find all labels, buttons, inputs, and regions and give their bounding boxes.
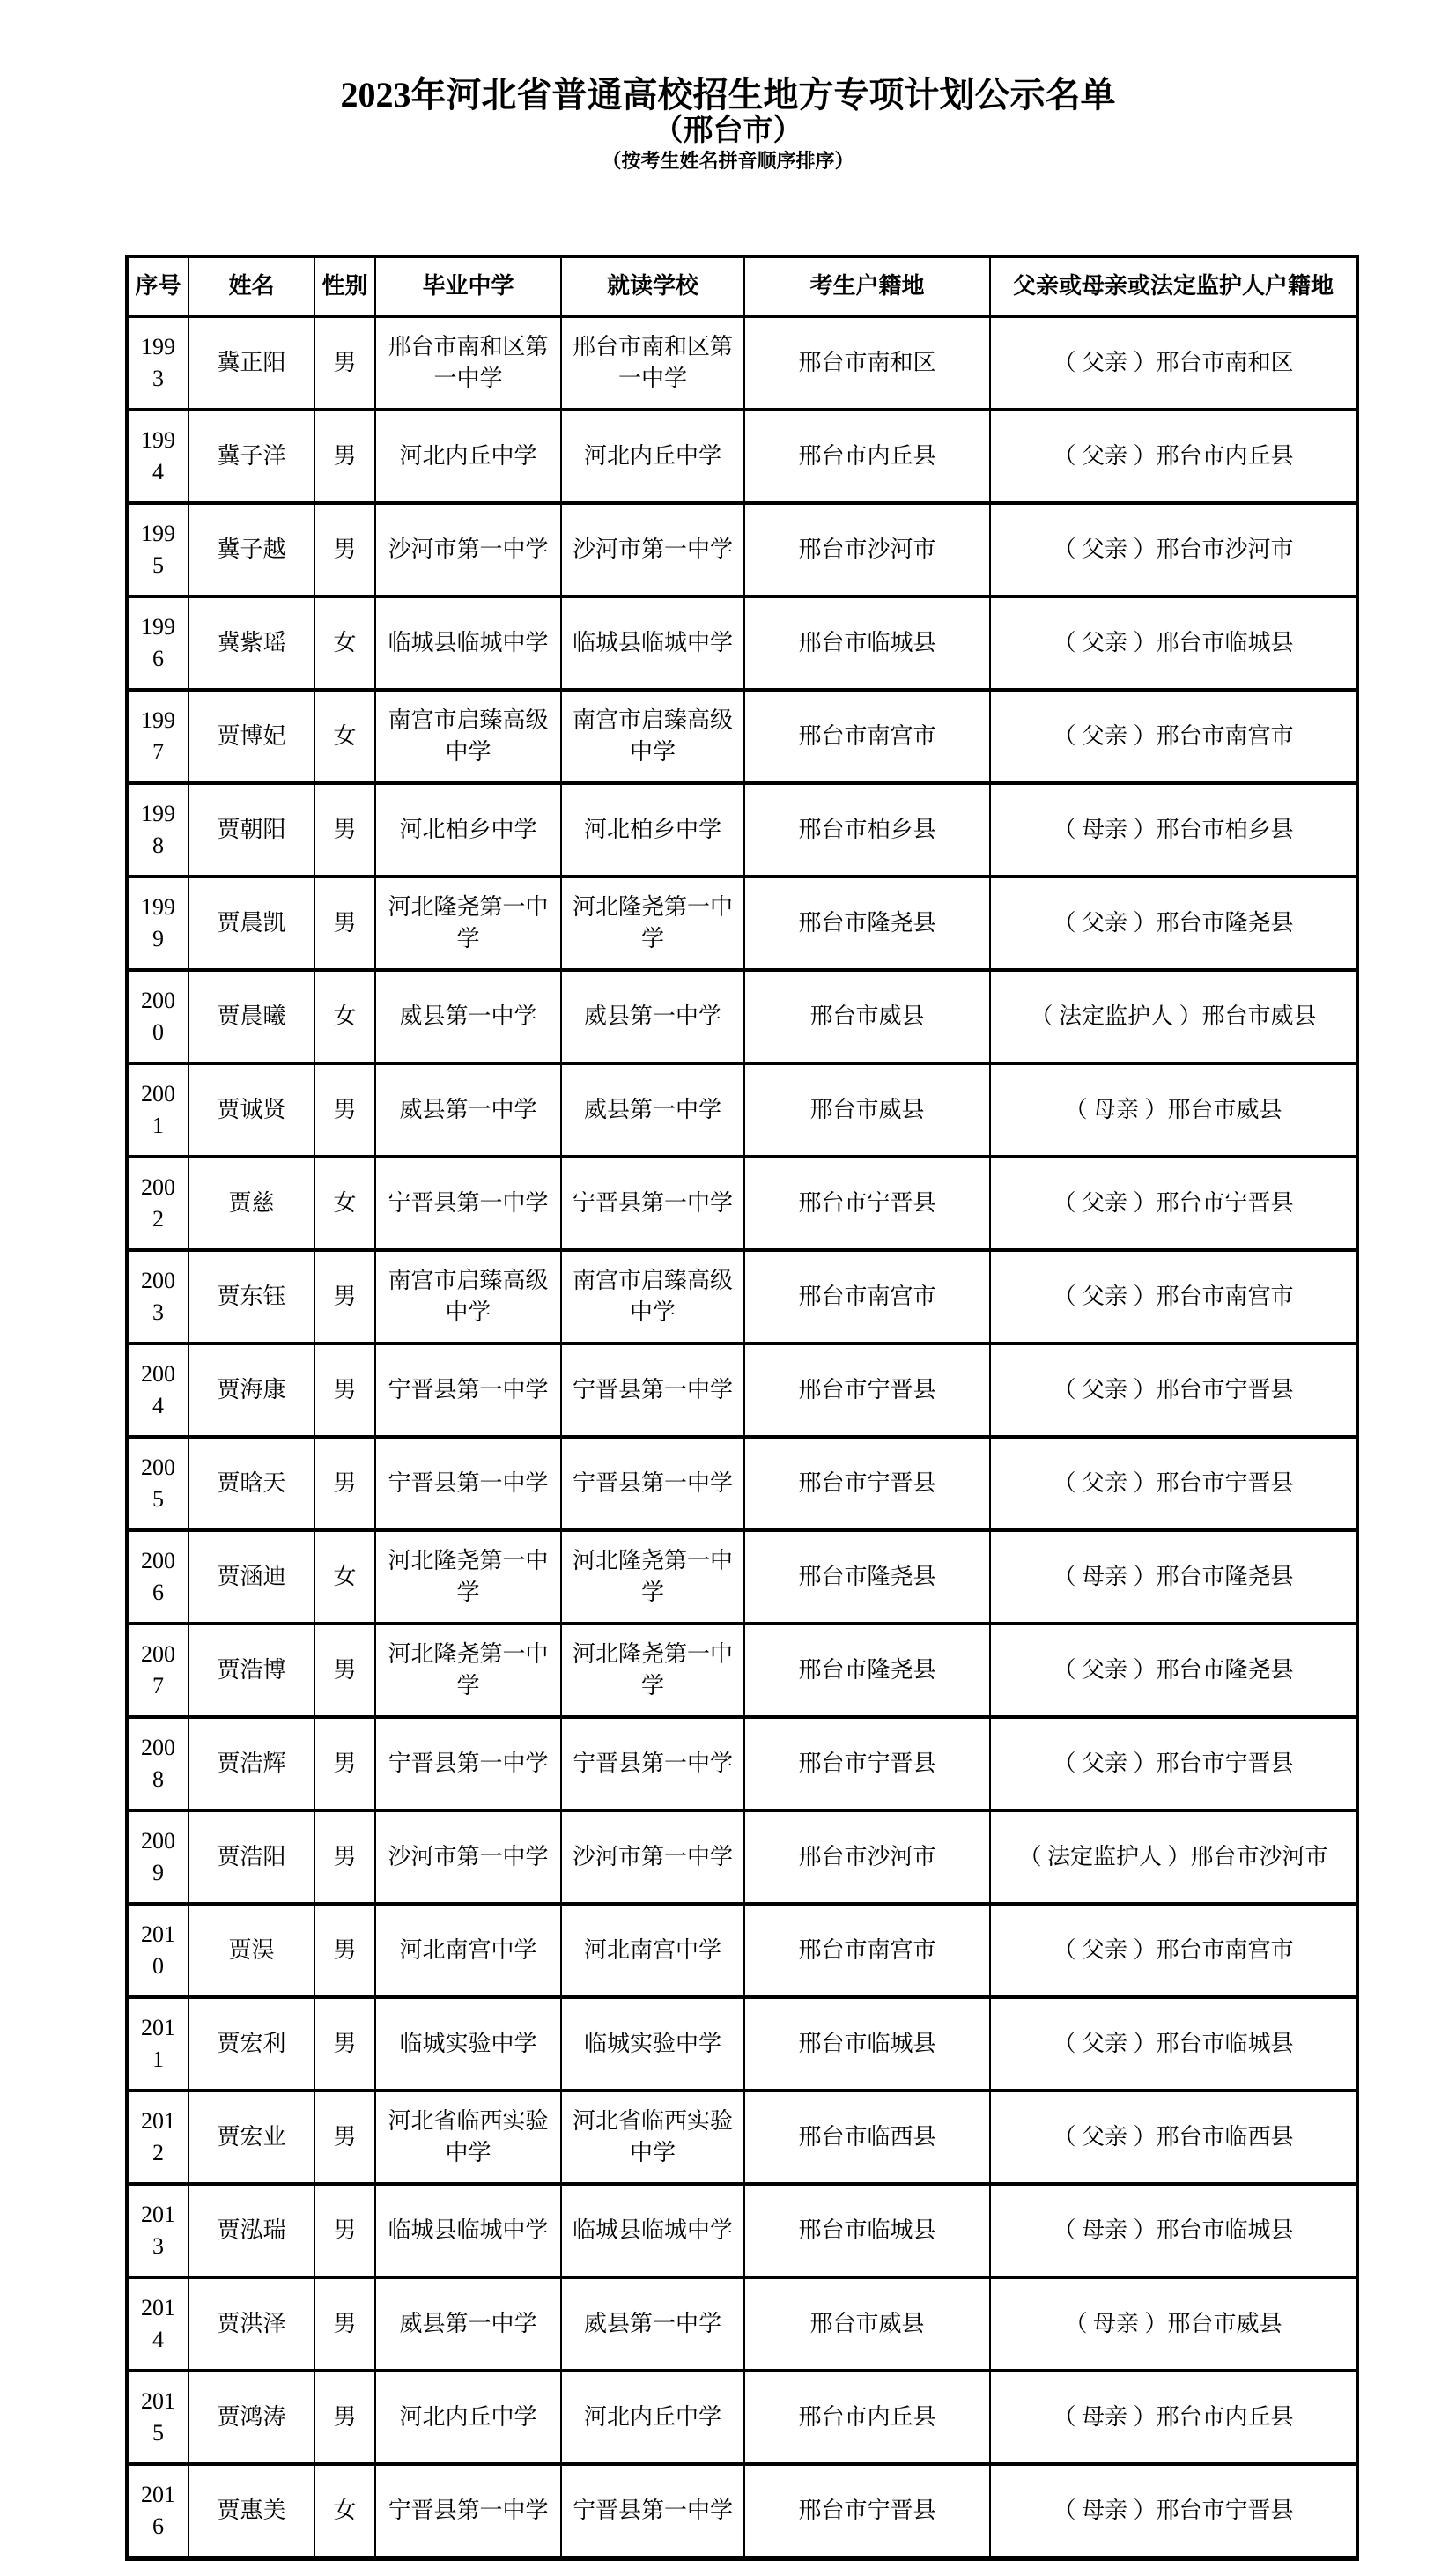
cell-gender: 男 <box>314 1810 375 1904</box>
cell-no: 2000 <box>127 970 188 1063</box>
table-row <box>127 1810 1357 1904</box>
cell-gender: 男 <box>314 316 375 410</box>
cell-no: 1995 <box>127 503 188 596</box>
cell-guardian_residence: （ 法定监护人 ）邢台市威县 <box>990 970 1357 1063</box>
cell-graduate_school: 河北内丘中学 <box>375 410 561 503</box>
cell-name: 贾惠美 <box>188 2464 314 2558</box>
cell-name: 冀子越 <box>188 503 314 596</box>
cell-residence: 邢台市临城县 <box>744 596 990 690</box>
cell-no: 1993 <box>127 316 188 410</box>
cell-attend_school: 河北南宫中学 <box>561 1904 744 1997</box>
cell-guardian_residence: （ 父亲 ）邢台市南和区 <box>990 316 1357 410</box>
cell-name: 贾浩阳 <box>188 1810 314 1904</box>
cell-graduate_school: 南宫市启臻高级中学 <box>375 1250 561 1343</box>
page-title: 2023年河北省普通高校招生地方专项计划公示名单 <box>340 75 1116 115</box>
cell-guardian_residence: （ 父亲 ）邢台市隆尧县 <box>990 877 1357 970</box>
cell-residence: 邢台市威县 <box>744 1063 990 1157</box>
cell-no: 2008 <box>127 1717 188 1810</box>
cell-attend_school: 临城实验中学 <box>561 1997 744 2091</box>
cell-graduate_school: 邢台市南和区第一中学 <box>375 316 561 410</box>
table-row <box>127 690 1357 783</box>
cell-attend_school: 宁晋县第一中学 <box>561 1157 744 1250</box>
cell-graduate_school: 威县第一中学 <box>375 970 561 1063</box>
cell-gender: 男 <box>314 1624 375 1717</box>
cell-gender: 男 <box>314 1904 375 1997</box>
header-attend_school: 就读学校 <box>561 256 744 316</box>
cell-no: 2014 <box>127 2277 188 2371</box>
cell-no: 1994 <box>127 410 188 503</box>
cell-attend_school: 沙河市第一中学 <box>561 503 744 596</box>
cell-residence: 邢台市临城县 <box>744 1997 990 2091</box>
cell-guardian_residence: （ 母亲 ）邢台市威县 <box>990 2277 1357 2371</box>
table-row <box>127 1717 1357 1810</box>
cell-guardian_residence: （ 母亲 ）邢台市内丘县 <box>990 2371 1357 2464</box>
cell-residence: 邢台市宁晋县 <box>744 1343 990 1437</box>
cell-residence: 邢台市威县 <box>744 2277 990 2371</box>
cell-residence: 邢台市宁晋县 <box>744 2464 990 2558</box>
cell-name: 冀紫瑶 <box>188 596 314 690</box>
cell-attend_school: 河北隆尧第一中学 <box>561 877 744 970</box>
header-guardian_residence: 父亲或母亲或法定监护人户籍地 <box>990 256 1357 316</box>
cell-no: 2007 <box>127 1624 188 1717</box>
cell-guardian_residence: （ 父亲 ）邢台市南宫市 <box>990 1904 1357 1997</box>
sort-order-note: （按考生姓名拼音顺序排序） <box>602 150 854 172</box>
cell-attend_school: 河北柏乡中学 <box>561 783 744 877</box>
table-row <box>127 1063 1357 1157</box>
student-table-body <box>127 316 1357 2558</box>
cell-residence: 邢台市隆尧县 <box>744 877 990 970</box>
cell-graduate_school: 威县第一中学 <box>375 1063 561 1157</box>
table-row <box>127 970 1357 1063</box>
cell-no: 2001 <box>127 1063 188 1157</box>
cell-attend_school: 河北隆尧第一中学 <box>561 1530 744 1624</box>
cell-gender: 男 <box>314 2091 375 2184</box>
table-row <box>127 783 1357 877</box>
table-header-row <box>127 256 1357 316</box>
table-row <box>127 1530 1357 1624</box>
cell-guardian_residence: （ 父亲 ）邢台市临西县 <box>990 2091 1357 2184</box>
cell-guardian_residence: （ 母亲 ）邢台市宁晋县 <box>990 2464 1357 2558</box>
cell-graduate_school: 宁晋县第一中学 <box>375 1343 561 1437</box>
cell-name: 贾朝阳 <box>188 783 314 877</box>
cell-gender: 女 <box>314 2464 375 2558</box>
cell-attend_school: 宁晋县第一中学 <box>561 1437 744 1530</box>
cell-attend_school: 临城县临城中学 <box>561 596 744 690</box>
cell-name: 冀正阳 <box>188 316 314 410</box>
cell-no: 2009 <box>127 1810 188 1904</box>
cell-gender: 女 <box>314 1157 375 1250</box>
cell-residence: 邢台市柏乡县 <box>744 783 990 877</box>
cell-no: 2011 <box>127 1997 188 2091</box>
cell-attend_school: 宁晋县第一中学 <box>561 1717 744 1810</box>
cell-name: 贾淏 <box>188 1904 314 1997</box>
cell-no: 2002 <box>127 1157 188 1250</box>
cell-attend_school: 南宫市启臻高级中学 <box>561 1250 744 1343</box>
header-name: 姓名 <box>188 256 314 316</box>
cell-gender: 男 <box>314 2277 375 2371</box>
cell-graduate_school: 河北省临西实验中学 <box>375 2091 561 2184</box>
table-row <box>127 410 1357 503</box>
cell-guardian_residence: （ 法定监护人 ）邢台市沙河市 <box>990 1810 1357 1904</box>
table-row <box>127 1904 1357 1997</box>
cell-gender: 女 <box>314 970 375 1063</box>
cell-graduate_school: 宁晋县第一中学 <box>375 1437 561 1530</box>
cell-guardian_residence: （ 父亲 ）邢台市内丘县 <box>990 410 1357 503</box>
cell-attend_school: 河北内丘中学 <box>561 410 744 503</box>
cell-guardian_residence: （ 父亲 ）邢台市宁晋县 <box>990 1343 1357 1437</box>
cell-name: 贾泓瑞 <box>188 2184 314 2277</box>
cell-no: 2006 <box>127 1530 188 1624</box>
cell-graduate_school: 宁晋县第一中学 <box>375 1157 561 1250</box>
cell-graduate_school: 河北内丘中学 <box>375 2371 561 2464</box>
cell-guardian_residence: （ 父亲 ）邢台市宁晋县 <box>990 1157 1357 1250</box>
cell-gender: 男 <box>314 877 375 970</box>
cell-name: 贾东钰 <box>188 1250 314 1343</box>
cell-graduate_school: 河北柏乡中学 <box>375 783 561 877</box>
cell-attend_school: 河北隆尧第一中学 <box>561 1624 744 1717</box>
table-row <box>127 503 1357 596</box>
cell-attend_school: 宁晋县第一中学 <box>561 1343 744 1437</box>
cell-name: 贾浩博 <box>188 1624 314 1717</box>
table-row <box>127 2371 1357 2464</box>
cell-residence: 邢台市宁晋县 <box>744 1157 990 1250</box>
cell-graduate_school: 沙河市第一中学 <box>375 1810 561 1904</box>
table-row <box>127 877 1357 970</box>
cell-guardian_residence: （ 父亲 ）邢台市临城县 <box>990 1997 1357 2091</box>
cell-guardian_residence: （ 父亲 ）邢台市南宫市 <box>990 1250 1357 1343</box>
cell-guardian_residence: （ 父亲 ）邢台市沙河市 <box>990 503 1357 596</box>
cell-graduate_school: 河北隆尧第一中学 <box>375 1530 561 1624</box>
cell-attend_school: 河北内丘中学 <box>561 2371 744 2464</box>
cell-residence: 邢台市临西县 <box>744 2091 990 2184</box>
cell-attend_school: 河北省临西实验中学 <box>561 2091 744 2184</box>
cell-guardian_residence: （ 母亲 ）邢台市威县 <box>990 1063 1357 1157</box>
table-row <box>127 316 1357 410</box>
table-row <box>127 1157 1357 1250</box>
cell-graduate_school: 河北隆尧第一中学 <box>375 1624 561 1717</box>
cell-graduate_school: 威县第一中学 <box>375 2277 561 2371</box>
cell-gender: 男 <box>314 1063 375 1157</box>
cell-guardian_residence: （ 父亲 ）邢台市南宫市 <box>990 690 1357 783</box>
cell-attend_school: 邢台市南和区第一中学 <box>561 316 744 410</box>
cell-gender: 男 <box>314 1250 375 1343</box>
cell-residence: 邢台市内丘县 <box>744 2371 990 2464</box>
table-row <box>127 1624 1357 1717</box>
cell-graduate_school: 南宫市启臻高级中学 <box>375 690 561 783</box>
table-row <box>127 2091 1357 2184</box>
cell-gender: 女 <box>314 1530 375 1624</box>
header-residence: 考生户籍地 <box>744 256 990 316</box>
cell-attend_school: 临城县临城中学 <box>561 2184 744 2277</box>
cell-no: 2012 <box>127 2091 188 2184</box>
table-row <box>127 2277 1357 2371</box>
cell-name: 贾鸿涛 <box>188 2371 314 2464</box>
cell-residence: 邢台市内丘县 <box>744 410 990 503</box>
cell-gender: 男 <box>314 1343 375 1437</box>
cell-graduate_school: 临城县临城中学 <box>375 596 561 690</box>
cell-gender: 男 <box>314 503 375 596</box>
cell-guardian_residence: （ 母亲 ）邢台市临城县 <box>990 2184 1357 2277</box>
cell-attend_school: 威县第一中学 <box>561 970 744 1063</box>
cell-name: 贾宏利 <box>188 1997 314 2091</box>
cell-attend_school: 宁晋县第一中学 <box>561 2464 744 2558</box>
cell-residence: 邢台市南宫市 <box>744 1904 990 1997</box>
cell-residence: 邢台市威县 <box>744 970 990 1063</box>
cell-name: 贾宏业 <box>188 2091 314 2184</box>
cell-residence: 邢台市沙河市 <box>744 503 990 596</box>
cell-graduate_school: 河北南宫中学 <box>375 1904 561 1997</box>
cell-graduate_school: 宁晋县第一中学 <box>375 2464 561 2558</box>
table-row <box>127 1437 1357 1530</box>
cell-residence: 邢台市沙河市 <box>744 1810 990 1904</box>
cell-graduate_school: 临城实验中学 <box>375 1997 561 2091</box>
cell-residence: 邢台市隆尧县 <box>744 1624 990 1717</box>
cell-name: 贾浩辉 <box>188 1717 314 1810</box>
cell-residence: 邢台市临城县 <box>744 2184 990 2277</box>
cell-name: 贾博妃 <box>188 690 314 783</box>
cell-name: 贾洪泽 <box>188 2277 314 2371</box>
cell-attend_school: 威县第一中学 <box>561 2277 744 2371</box>
cell-name: 贾诚贤 <box>188 1063 314 1157</box>
cell-guardian_residence: （ 父亲 ）邢台市宁晋县 <box>990 1717 1357 1810</box>
table-row <box>127 2184 1357 2277</box>
cell-gender: 女 <box>314 596 375 690</box>
cell-name: 冀子洋 <box>188 410 314 503</box>
cell-no: 2015 <box>127 2371 188 2464</box>
cell-residence: 邢台市南宫市 <box>744 690 990 783</box>
cell-gender: 女 <box>314 690 375 783</box>
cell-gender: 男 <box>314 1437 375 1530</box>
header-gender: 性别 <box>314 256 375 316</box>
cell-gender: 男 <box>314 1717 375 1810</box>
student-roster-table <box>125 255 1359 2561</box>
cell-guardian_residence: （ 父亲 ）邢台市临城县 <box>990 596 1357 690</box>
cell-no: 2003 <box>127 1250 188 1343</box>
cell-name: 贾慈 <box>188 1157 314 1250</box>
cell-no: 2010 <box>127 1904 188 1997</box>
cell-no: 2016 <box>127 2464 188 2558</box>
cell-name: 贾晨凯 <box>188 877 314 970</box>
cell-graduate_school: 临城县临城中学 <box>375 2184 561 2277</box>
table-row <box>127 2464 1357 2558</box>
title-block <box>0 76 1456 173</box>
cell-residence: 邢台市宁晋县 <box>744 1437 990 1530</box>
cell-guardian_residence: （ 父亲 ）邢台市宁晋县 <box>990 1437 1357 1530</box>
cell-no: 2013 <box>127 2184 188 2277</box>
cell-attend_school: 威县第一中学 <box>561 1063 744 1157</box>
cell-name: 贾海康 <box>188 1343 314 1437</box>
table-row <box>127 1250 1357 1343</box>
cell-name: 贾晗天 <box>188 1437 314 1530</box>
cell-guardian_residence: （ 母亲 ）邢台市柏乡县 <box>990 783 1357 877</box>
cell-guardian_residence: （ 父亲 ）邢台市隆尧县 <box>990 1624 1357 1717</box>
cell-attend_school: 沙河市第一中学 <box>561 1810 744 1904</box>
page-subtitle-city: （邢台市） <box>653 115 803 147</box>
cell-no: 1998 <box>127 783 188 877</box>
cell-guardian_residence: （ 母亲 ）邢台市隆尧县 <box>990 1530 1357 1624</box>
cell-gender: 男 <box>314 2371 375 2464</box>
table-row <box>127 1997 1357 2091</box>
cell-residence: 邢台市隆尧县 <box>744 1530 990 1624</box>
header-graduate_school: 毕业中学 <box>375 256 561 316</box>
cell-graduate_school: 宁晋县第一中学 <box>375 1717 561 1810</box>
cell-no: 2004 <box>127 1343 188 1437</box>
cell-gender: 男 <box>314 2184 375 2277</box>
cell-gender: 男 <box>314 1997 375 2091</box>
cell-no: 1999 <box>127 877 188 970</box>
table-row <box>127 1343 1357 1437</box>
cell-residence: 邢台市南宫市 <box>744 1250 990 1343</box>
cell-graduate_school: 沙河市第一中学 <box>375 503 561 596</box>
cell-gender: 男 <box>314 410 375 503</box>
cell-residence: 邢台市宁晋县 <box>744 1717 990 1810</box>
cell-no: 1996 <box>127 596 188 690</box>
cell-no: 2005 <box>127 1437 188 1530</box>
cell-name: 贾涵迪 <box>188 1530 314 1624</box>
cell-attend_school: 南宫市启臻高级中学 <box>561 690 744 783</box>
cell-residence: 邢台市南和区 <box>744 316 990 410</box>
cell-gender: 男 <box>314 783 375 877</box>
table-row <box>127 596 1357 690</box>
cell-graduate_school: 河北隆尧第一中学 <box>375 877 561 970</box>
cell-no: 1997 <box>127 690 188 783</box>
header-no: 序号 <box>127 256 188 316</box>
cell-name: 贾晨曦 <box>188 970 314 1063</box>
